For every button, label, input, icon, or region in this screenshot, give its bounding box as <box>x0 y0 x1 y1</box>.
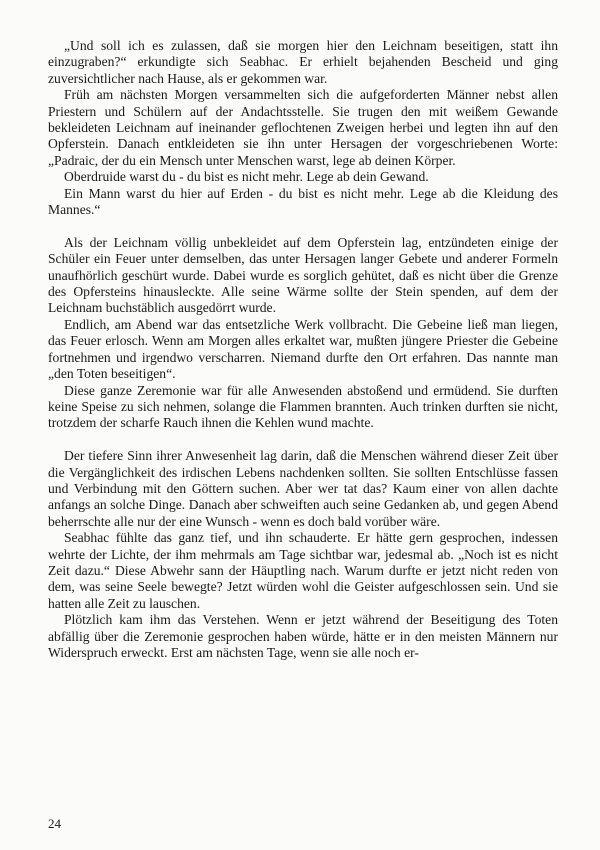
paragraph: „Und soll ich es zulassen, daß sie morgen hier den Leichnam beseitigen, statt ihn einzugraben?“ erkundigte sich Seabhac. Er erhielt bejahenden Bescheid und ging zuversichtlicher nach Hause, als er gekommen war. <box>48 38 558 86</box>
paragraph: Plötzlich kam ihm das Verstehen. Wenn er jetzt während der Beseitigung des Toten abfällig über die Zeremonie gesprochen haben würde, hätte er in den meisten Männern nur Widerspruch erweckt. Erst am nächsten Tage, wenn sie alle noch er- <box>48 612 558 660</box>
paragraph: Ein Mann warst du hier auf Erden - du bist es nicht mehr. Lege ab die Kleidung des Mannes.“ <box>48 185 558 218</box>
paragraph: Oberdruide warst du - du bist es nicht mehr. Lege ab dein Gewand. <box>64 169 429 185</box>
paragraph: Früh am nächsten Morgen versammelten sich die aufgeforderten Männer nebst allen Priestern und Schülern auf der Andachtsstelle. Sie trugen den mit weißem Gewande bekleideten Leichnam auf ineinander geflochtenen Zweigen herbei und legten ihn auf den Opferstein. Danach entkleideten sie ihn unter Hersagen der vorgeschriebenen Worte: „Padraic, der du ein Mensch unter Menschen warst, lege ab deinen Körper. <box>48 87 558 168</box>
body-text <box>48 38 558 661</box>
paragraph: Seabhac fühlte das ganz tief, und ihn schauderte. Er hätte gern gesprochen, indessen wehrte der Lichte, der ihm mehrmals am Tage sichtbar war, jedesmal ab. „Noch ist es nicht Zeit dazu.“ Diese Abwehr sann der Häuptling nach. Warum durfte er jetzt nicht reden von dem, was seine Seele bewegte? Jetzt würden wohl die Geister aufgeschlossen sein. Und sie hatten alle Zeit zu lauschen. <box>48 530 558 611</box>
paragraph: Als der Leichnam völlig unbekleidet auf dem Opferstein lag, entzündeten einige der Schüler ein Feuer unter demselben, das unter Hersagen langer Gebete und anderer Formeln unaufhörlich geschürt wurde. Dabei wurde es sorglich gehütet, daß es nicht über die Grenze des Opfersteins hinausleckte. Alle seine Wärme sollte der Stein spenden, auf dem der Leichnam buchstäblich ausgedörrt wurde. <box>48 234 558 316</box>
page-number: 24 <box>48 816 61 831</box>
paragraph: Diese ganze Zeremonie war für alle Anwesenden abstoßend und ermüdend. Sie durften keine Speise zu sich nehmen, solange die Flammen brannten. Auch trinken durften sie nicht, trotzdem der scharfe Rauch ihnen die Kehlen wund machte. <box>48 382 558 431</box>
paragraph: Der tiefere Sinn ihrer Anwesenheit lag darin, daß die Menschen während dieser Zeit über die Vergänglichkeit des irdischen Lebens nachdenken sollten. Sie sollten Entschlüsse fassen und Verbindung mit den Göttern suchen. Aber wer tat das? Kaum einer von allen dachte anfangs an solche Dinge. Danach aber schweiften auch seine Gedanken ab, und gegen Abend beherrschte alle nur der eine Wunsch - wenn es doch bald vorüber wäre. <box>48 448 558 529</box>
paragraph: Endlich, am Abend war das entsetzliche Werk vollbracht. Die Gebeine ließ man liegen, das Feuer erlosch. Wenn am Morgen alles erkaltet war, mußten jüngere Priester die Gebeine fortnehmen und irgendwo verscharren. Niemand durfte den Ort erfahren. Das nannte man „den Toten beseitigen“. <box>48 316 558 382</box>
